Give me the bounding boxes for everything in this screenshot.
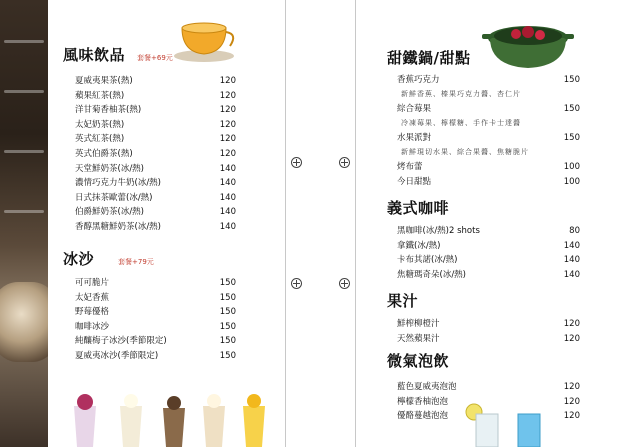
menu-item-row	[75, 276, 236, 290]
menu-item-name: 焦糖瑪奇朵(冰/熱)	[397, 269, 466, 280]
menu-item-name: 太妃香蕉	[75, 292, 110, 303]
crosshair-icon	[291, 157, 302, 168]
sparkle-decoration	[4, 210, 44, 213]
menu-item-price: 120	[219, 119, 236, 130]
crosshair-icon	[339, 278, 350, 289]
menu-item-name: 英式伯爵茶(熱)	[75, 149, 133, 159]
menu-item-row	[397, 175, 580, 189]
menu-item-price: 140	[563, 255, 580, 266]
menu-item-price: 120	[219, 149, 236, 159]
menu-item-price: 120	[219, 76, 236, 86]
sparkle-decoration	[4, 150, 44, 153]
tea-cup-illustration	[172, 14, 242, 64]
menu-item-price: 140	[219, 163, 236, 174]
section-title-flavor-drinks: 風味飲品	[63, 46, 126, 64]
menu-item-name: 伯爵鮮奶茶(冰/熱)	[75, 207, 144, 218]
menu-item-price: 100	[563, 176, 580, 187]
menu-item-price: 140	[563, 269, 580, 280]
menu-item-price: 150	[219, 351, 236, 361]
menu-item-price: 150	[219, 278, 236, 288]
menu-item-row	[75, 220, 236, 234]
menu-item-row	[397, 239, 580, 253]
menu-item-name: 卡布其諾(冰/熱)	[397, 255, 458, 266]
menu-item-name: 綜合莓果	[397, 104, 432, 114]
cast-iron-pot-illustration	[482, 14, 574, 72]
menu-item-price: 120	[219, 105, 236, 116]
menu-item-price: 120	[563, 333, 580, 344]
menu-item-row	[75, 205, 236, 219]
menu-item-name: 純釀梅子冰沙(季節限定)	[75, 336, 167, 347]
menu-item-name: 鮮榨柳橙汁	[397, 319, 440, 329]
set-meal-note: 套餐+69元	[137, 54, 173, 62]
menu-item-description: 冷凍莓果、檸檬糖、手作卡士達醬	[401, 118, 521, 127]
menu-item-name: 野莓優格	[75, 307, 110, 318]
menu-item-price: 140	[219, 192, 236, 203]
menu-item-price: 150	[563, 104, 580, 114]
section-title-juice: 果汁	[387, 292, 419, 310]
menu-item-name: 香蕉巧克力	[397, 75, 440, 85]
page-divider-right	[355, 0, 356, 447]
menu-item-row	[397, 102, 580, 116]
menu-item-name: 水果派對	[397, 133, 432, 143]
menu-item-row	[397, 332, 580, 346]
menu-item-name: 藍色夏威夷泡泡	[397, 382, 457, 392]
menu-item-price: 120	[563, 396, 580, 407]
menu-item-name: 夏威夷冰沙(季節限定)	[75, 351, 159, 361]
menu-item-name: 黑咖啡(冰/熱)2 shots	[397, 226, 480, 236]
menu-item-row	[75, 320, 236, 334]
menu-item-name: 濃情巧克力牛奶(冰/熱)	[75, 178, 161, 189]
smoothie-drinks-illustration	[68, 392, 278, 447]
menu-item-row	[397, 224, 580, 238]
menu-item-name: 優酪蔓越泡泡	[397, 411, 449, 422]
menu-item-price: 140	[563, 240, 580, 251]
menu-item-row	[75, 176, 236, 190]
menu-item-name: 日式抹茶歐蕾(冰/熱)	[75, 192, 153, 203]
crosshair-icon	[291, 278, 302, 289]
menu-item-row	[397, 131, 580, 145]
menu-item-row	[397, 253, 580, 267]
menu-item-price: 120	[563, 319, 580, 329]
menu-item-price: 140	[219, 207, 236, 218]
menu-item-row	[75, 291, 236, 305]
set-meal-note: 套餐+79元	[118, 258, 154, 266]
menu-item-price: 100	[563, 162, 580, 172]
section-title-coffee: 義式咖啡	[387, 199, 450, 217]
menu-item-description: 新鮮香蕉、榛果巧克力醬、杏仁片	[401, 89, 521, 98]
menu-item-row	[397, 73, 580, 87]
crosshair-icon	[339, 157, 350, 168]
menu-item-name: 洋甘菊香柚茶(熱)	[75, 105, 142, 116]
menu-item-row	[397, 395, 580, 409]
menu-item-row	[397, 317, 580, 331]
menu-item-name: 蘋果紅茶(熱)	[75, 90, 125, 101]
menu-item-description: 新鮮現切水果、綜合果醬、焦糖脆片	[401, 147, 529, 156]
section-title-sparkling: 微氣泡飲	[387, 352, 450, 370]
menu-item-row	[75, 334, 236, 348]
menu-item-price: 150	[219, 292, 236, 303]
menu-item-price: 120	[563, 411, 580, 422]
menu-item-name: 香醇黑糖鮮奶茶(冰/熱)	[75, 222, 161, 232]
menu-item-name: 檸檬香柚泡泡	[397, 396, 449, 407]
menu-item-name: 天堂鮮奶茶(冰/熱)	[75, 163, 144, 174]
menu-item-row	[75, 162, 236, 176]
menu-item-row	[75, 147, 236, 161]
menu-item-name: 今日甜點	[397, 176, 432, 187]
food-photo-strip	[0, 0, 48, 447]
menu-item-name: 烤布蕾	[397, 162, 423, 172]
menu-item-name: 拿鐵(冰/熱)	[397, 240, 441, 251]
menu-item-row	[75, 305, 236, 319]
menu-item-price: 150	[563, 75, 580, 85]
menu-item-row	[75, 89, 236, 103]
menu-item-price: 120	[219, 90, 236, 101]
menu-item-row	[397, 268, 580, 282]
menu-item-name: 太妃奶茶(熱)	[75, 119, 125, 130]
menu-item-price: 120	[563, 382, 580, 392]
sparkle-decoration	[4, 40, 44, 43]
section-title-desserts: 甜鐵鍋/甜點	[387, 49, 471, 67]
menu-item-row	[75, 118, 236, 132]
sparkle-decoration	[4, 90, 44, 93]
menu-item-row	[75, 74, 236, 88]
menu-item-price: 150	[219, 321, 236, 332]
menu-item-row	[75, 191, 236, 205]
menu-item-row	[75, 103, 236, 117]
menu-item-name: 天然蘋果汁	[397, 333, 440, 344]
menu-item-row	[397, 160, 580, 174]
menu-item-name: 可可脆片	[75, 278, 110, 288]
menu-item-name: 咖啡冰沙	[75, 321, 110, 332]
menu-item-price: 140	[219, 222, 236, 232]
menu-item-name: 英式紅茶(熱)	[75, 134, 125, 145]
menu-item-price: 150	[563, 133, 580, 143]
menu-item-price: 120	[219, 134, 236, 145]
page-divider-left	[285, 0, 286, 447]
dessert-photo	[0, 282, 48, 362]
menu-item-price: 140	[219, 178, 236, 189]
menu-item-row	[75, 132, 236, 146]
menu-item-price: 80	[569, 226, 580, 236]
menu-item-price: 150	[219, 336, 236, 347]
menu-item-row	[397, 380, 580, 394]
menu-item-row	[75, 349, 236, 363]
menu-item-price: 150	[219, 307, 236, 318]
menu-item-row	[397, 409, 580, 423]
menu-item-name: 夏威夷果茶(熱)	[75, 76, 133, 86]
section-title-smoothie: 冰沙	[63, 250, 95, 268]
